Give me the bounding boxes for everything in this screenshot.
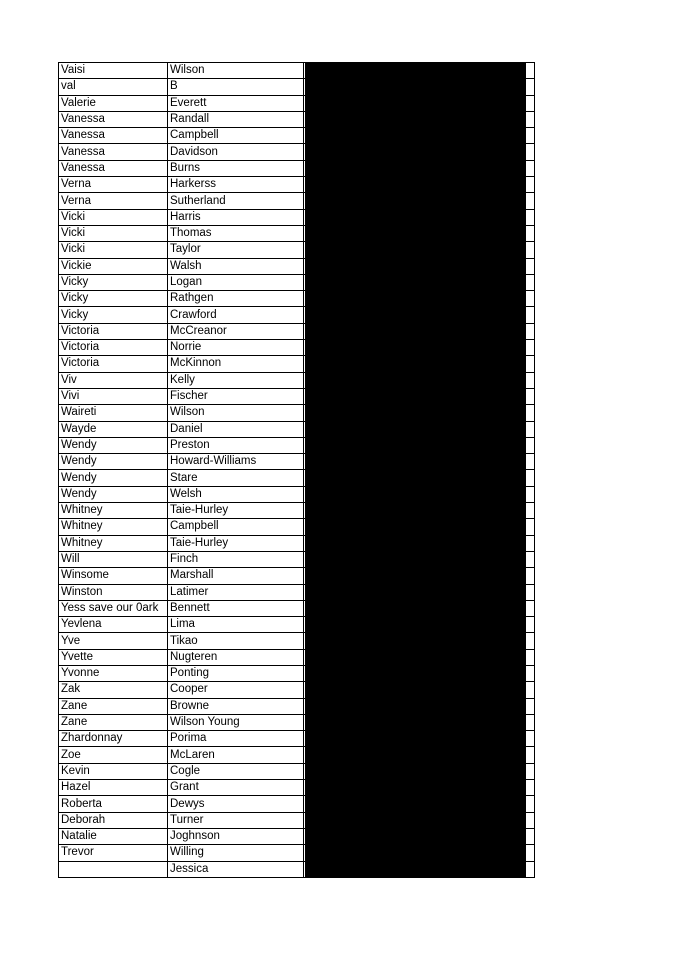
last-name-cell: Walsh xyxy=(168,258,304,274)
first-name-cell: Yess save our 0ark xyxy=(59,600,168,616)
last-name-cell: McLaren xyxy=(168,747,304,763)
last-name-cell: Crawford xyxy=(168,307,304,323)
first-name-cell: Trevor xyxy=(59,845,168,861)
first-name-cell: Vivi xyxy=(59,388,168,404)
first-name-cell: Whitney xyxy=(59,519,168,535)
first-name-cell: Natalie xyxy=(59,828,168,844)
last-name-cell: Browne xyxy=(168,698,304,714)
last-name-cell: Logan xyxy=(168,274,304,290)
last-name-cell: Lima xyxy=(168,617,304,633)
first-name-cell: Kevin xyxy=(59,763,168,779)
first-name-cell: Victoria xyxy=(59,323,168,339)
last-name-cell: Randall xyxy=(168,111,304,127)
last-name-cell: Sutherland xyxy=(168,193,304,209)
last-name-cell: Bennett xyxy=(168,600,304,616)
last-name-cell: McKinnon xyxy=(168,356,304,372)
first-name-cell: Zane xyxy=(59,714,168,730)
last-name-cell: Cogle xyxy=(168,763,304,779)
last-name-cell: Kelly xyxy=(168,372,304,388)
first-name-cell: Vicky xyxy=(59,274,168,290)
first-name-cell: val xyxy=(59,79,168,95)
first-name-cell: Victoria xyxy=(59,356,168,372)
last-name-cell: Campbell xyxy=(168,519,304,535)
last-name-cell: Joghnson xyxy=(168,828,304,844)
last-name-cell: Campbell xyxy=(168,128,304,144)
first-name-cell: Yve xyxy=(59,633,168,649)
first-name-cell: Vanessa xyxy=(59,111,168,127)
first-name-cell: Wendy xyxy=(59,470,168,486)
last-name-cell: Fischer xyxy=(168,388,304,404)
first-name-cell: Verna xyxy=(59,177,168,193)
last-name-cell: Latimer xyxy=(168,584,304,600)
first-name-cell: Yvette xyxy=(59,649,168,665)
first-name-cell xyxy=(59,861,168,877)
first-name-cell: Zoe xyxy=(59,747,168,763)
last-name-cell: Dewys xyxy=(168,796,304,812)
first-name-cell: Vicki xyxy=(59,209,168,225)
first-name-cell: Waireti xyxy=(59,405,168,421)
first-name-cell: Vicki xyxy=(59,242,168,258)
first-name-cell: Vanessa xyxy=(59,128,168,144)
last-name-cell: Thomas xyxy=(168,225,304,241)
last-name-cell: Turner xyxy=(168,812,304,828)
last-name-cell: Taie-Hurley xyxy=(168,535,304,551)
first-name-cell: Yevlena xyxy=(59,617,168,633)
last-name-cell: Harris xyxy=(168,209,304,225)
last-name-cell: Cooper xyxy=(168,682,304,698)
first-name-cell: Zhardonnay xyxy=(59,731,168,747)
last-name-cell: Taylor xyxy=(168,242,304,258)
first-name-cell: Deborah xyxy=(59,812,168,828)
first-name-cell: Vaisi xyxy=(59,63,168,79)
last-name-cell: Howard-Williams xyxy=(168,454,304,470)
last-name-cell: Harkerss xyxy=(168,177,304,193)
first-name-cell: Vickie xyxy=(59,258,168,274)
first-name-cell: Roberta xyxy=(59,796,168,812)
last-name-cell: Davidson xyxy=(168,144,304,160)
last-name-cell: Nugteren xyxy=(168,649,304,665)
last-name-cell: Marshall xyxy=(168,568,304,584)
last-name-cell: Everett xyxy=(168,95,304,111)
last-name-cell: B xyxy=(168,79,304,95)
first-name-cell: Wendy xyxy=(59,454,168,470)
last-name-cell: Jessica xyxy=(168,861,304,877)
last-name-cell: Tikao xyxy=(168,633,304,649)
first-name-cell: Whitney xyxy=(59,535,168,551)
last-name-cell: Welsh xyxy=(168,486,304,502)
first-name-cell: Vanessa xyxy=(59,160,168,176)
last-name-cell: Stare xyxy=(168,470,304,486)
last-name-cell: Wilson Young xyxy=(168,714,304,730)
last-name-cell: McCreanor xyxy=(168,323,304,339)
first-name-cell: Winsome xyxy=(59,568,168,584)
first-name-cell: Winston xyxy=(59,584,168,600)
first-name-cell: Vicky xyxy=(59,307,168,323)
first-name-cell: Yvonne xyxy=(59,665,168,681)
first-name-cell: Vanessa xyxy=(59,144,168,160)
first-name-cell: Zane xyxy=(59,698,168,714)
last-name-cell: Ponting xyxy=(168,665,304,681)
last-name-cell: Willing xyxy=(168,845,304,861)
first-name-cell: Zak xyxy=(59,682,168,698)
first-name-cell: Will xyxy=(59,551,168,567)
first-name-cell: Victoria xyxy=(59,340,168,356)
first-name-cell: Vicky xyxy=(59,291,168,307)
last-name-cell: Wilson xyxy=(168,63,304,79)
last-name-cell: Taie-Hurley xyxy=(168,503,304,519)
last-name-cell: Wilson xyxy=(168,405,304,421)
first-name-cell: Verna xyxy=(59,193,168,209)
first-name-cell: Whitney xyxy=(59,503,168,519)
first-name-cell: Vicki xyxy=(59,225,168,241)
last-name-cell: Rathgen xyxy=(168,291,304,307)
first-name-cell: Wendy xyxy=(59,437,168,453)
last-name-cell: Norrie xyxy=(168,340,304,356)
last-name-cell: Porima xyxy=(168,731,304,747)
last-name-cell: Burns xyxy=(168,160,304,176)
first-name-cell: Wendy xyxy=(59,486,168,502)
last-name-cell: Daniel xyxy=(168,421,304,437)
first-name-cell: Hazel xyxy=(59,780,168,796)
last-name-cell: Finch xyxy=(168,551,304,567)
last-name-cell: Grant xyxy=(168,780,304,796)
first-name-cell: Valerie xyxy=(59,95,168,111)
names-sheet xyxy=(58,62,534,878)
first-name-cell: Viv xyxy=(59,372,168,388)
last-name-cell: Preston xyxy=(168,437,304,453)
first-name-cell: Wayde xyxy=(59,421,168,437)
redaction-block xyxy=(305,63,526,877)
